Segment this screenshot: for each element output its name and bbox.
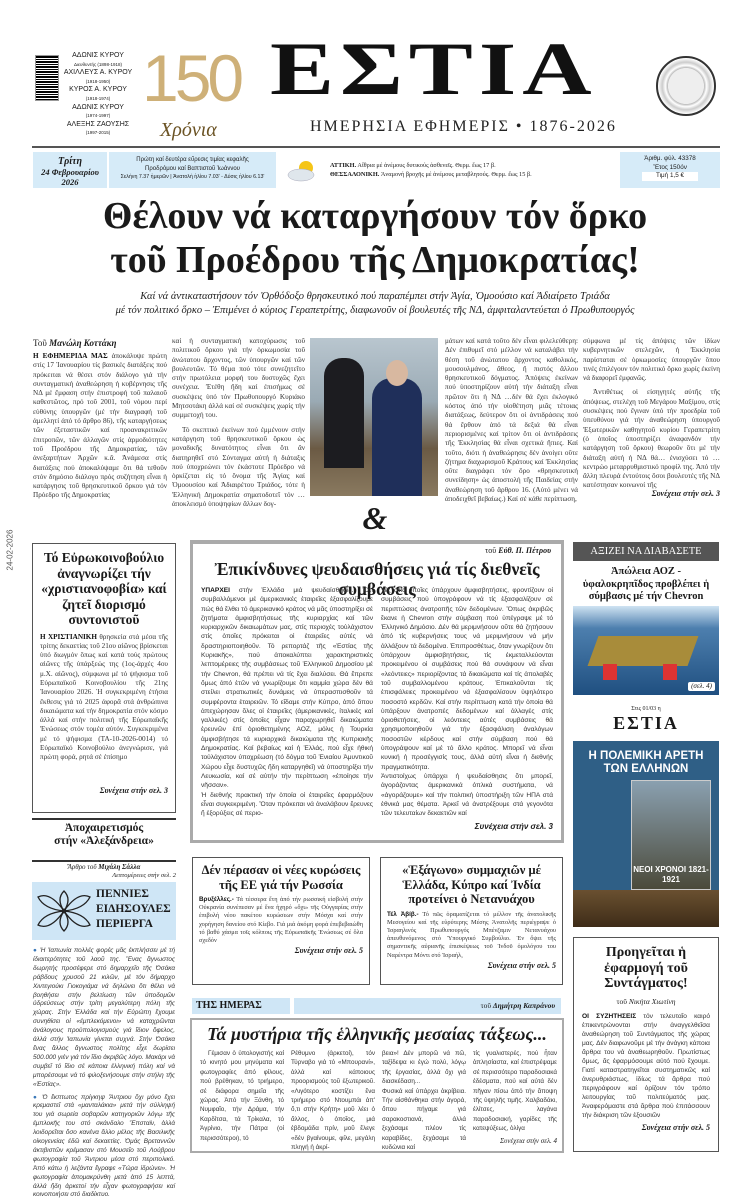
issue-year: Ἔτος 150όν <box>653 163 687 171</box>
constitution-headline: Προηγεῖται ἡ ἐφαρμογή τοῦ Συντάγματος! <box>604 945 688 991</box>
weather-box <box>278 152 616 188</box>
continued-link[interactable]: Συνέχεια στήν σελ. 5 <box>641 1122 710 1132</box>
farewell-byline: Ἄρθρο τοῦ Μιχάλη Σάλλα <box>67 863 141 871</box>
constitution-box: Προηγεῖται ἡ ἐφαρμογή τοῦ Συντάγματος! τοῦ Νικήτα Χιωτίνη ΟΙ ΣΥΖΗΤΗΣΕΙΣ τόν τελευταῖο καιρό ἐπικεντρώνονται στήν ἀναγγελθεῖσα ἀναθεώρηση τοῦ Συντάγματος τῆς χώρας μας. Δέν διαφωνοῦμε μέ τήν ἀνάγκη κάποια ἄρθρα του νά ἀναθεωρηθοῦν. Πρωτίστως ὅμως, ἄς ἐφαρμόσουμε αὐτό πού ἔχουμε. Γιατί καταστρατηγεῖται συστηματικῶς καί ἀνερυθριάστως, ἰδίως τά ἄρθρα πού περιγράφουν καί ὁρίζουν τόν τρόπο λειτουργίας τοῦ πολιτεύματός μας. Ἀναφερόμαστε στά ἄρθρα πού ἐπιτάσσουν τήν διάκριση τῶν ἐξουσιῶν Συνέχεια στήν σελ. 5 <box>573 937 719 1152</box>
sun-moon: Σελήνη 7.37 ἡμερῶν | Ἀνατολή ἡλίου 7.03' - Δύσις ἡλίου 6.13' <box>120 174 265 180</box>
masthead-rule <box>32 146 720 148</box>
column-day-col: τίς γυαλιστερές, πού ἦταν ἀπλησίαστα, καί ἐπιστρέψαμε σέ περισσότερο παραδοσιακά ἐδέσματα, πού καί αὐτά δέν πῆγαν πίσω ἀπό τήν ἄποψη τῆς ὑψηλῆς τιμῆς. Χαλβαδάκι, ἐλίτσες, λαγάνα παραδοσιακή, γαρίδες τῆς κατεψύξεως, ὀλίγα <box>473 1050 557 1133</box>
farewell-headline: Ἀποχαιρετισμός στήν «Ἀλεξάνδρεια» <box>54 822 154 847</box>
article-text: ἀποκάλυψε πρώτη στίς 17 Ἰανουαρίου τίς βασικές διατάξεις πού πρόκειται νά θέσει στόν διάλογο γιά τήν συνταγματική ἀναθεώρηση ἡ κυβέρνησις τῆς ΝΔ μέ ἔμφαση στήν ἐπιστροφή τοῦ παλαιοῦ καθεστῶτος, πρό τοῦ 2001, τοῦ νόμου περί εὐθύνης ὑπουργῶν (μέ τήν διαγραφή τοῦ ἀμελλητί ἀπό τό ἄρθρο 86), τῆς καταργήσεως τῶν ἐξεταστικῶν καί προανακριτικῶν ἐπιτροπῶν, τῶν ἀλλαγῶν στίς ἁρμοδιότητες τοῦ Προέδρου τῆς Δημοκρατίας, τῶν ἀνεξαρτήτων Ἀρχῶν κ.ἄ. Ἀνάμεσα στίς διατάξεις πού ἀποκαλύψαμε ὅτι θά τεθοῦν στόν δημόσιο διάλογο πρός συζήτηση εἶναι ἡ κατάργησις τοῦ θρησκευτικοῦ ὅρκου γιά τόν Πρόεδρο τῆς Δημοκρατίας <box>33 352 167 500</box>
date: 24 Φεβρουαρίου 2026 <box>41 167 99 187</box>
hexagon-headline: «Ἑξάγωνο» συμμαχιῶν μέ Ἑλλάδα, Κύπρο καί Ἰνδία προτείνει ὁ Νετανυάχου <box>402 863 541 906</box>
column-day-box <box>190 1018 564 1153</box>
russia-box: Δέν πέρασαν οἱ νέες κυρώσεις τῆς ΕΕ γιά τήν Ρωσσία Βρυξέλλες.- Τά τέσσερα ἔτη ἀπό τήν ρωσσική εἰσβολή στήν Οὐκρανία συνέπεσαν μέ ἕνα ἠχηρό «ὄχι» τῆς Οὐγγαρίας στήν ἐπιβολή νέου πακέτου κυρώσεων στήν Μόσχα καί στήν χορήγηση δανείου στό Κίεβο. Γιά μιά ἀκόμη φορά ἐπεβεβαιώθη τό βαθύ χάσμα τοῖς κόλποις τῆς Εὐρωπαϊκῆς Ἑνώσεως σέ ὅλα σχεδόν Συνέχεια στήν σελ. 5 <box>192 857 370 985</box>
continued-link[interactable]: Συνέχεια στήν σελ. 3 <box>99 785 168 795</box>
barcode <box>35 55 59 101</box>
continued-link[interactable]: Συνέχεια στήν σελ. 3 <box>651 489 720 498</box>
ornament-flower-icon <box>36 889 92 938</box>
founder-years: (1974-1997) <box>85 113 111 119</box>
column-day-col: Γέμισαν ὁ ὑπολογιστής καί τό κινητό μου μηνύματα καί φωτογραφίες ἀπό φίλους, πού βρέθηκαν, τό τριήμερο, σέ διάφορα σημεῖα τῆς χώρας. Ἀπό τήν Ξάνθη, τό Νυμφαῖο, τήν Δράμα, τήν Καρδίτσα, τά Τρίκαλα, τό Ἀγρίνιο, τήν Πάτρα (οἱ περισσότεροι), τό <box>200 1050 284 1142</box>
byline-prefix: Τοῦ <box>33 338 47 348</box>
column-day-byline-bar: τοῦ Δημήτρη Καπράνου <box>294 998 561 1014</box>
russia-headline: Δέν πέρασαν οἱ νέες κυρώσεις τῆς ΕΕ γιά τήν Ρωσσία <box>201 863 361 892</box>
founder-name: ΑΧΙΛΛΕΥΣ Α. ΚΥΡΟΥ <box>63 69 133 77</box>
founder-years: Διευθυντής (1898-1918) <box>74 61 122 67</box>
book-ad-title: ΤΩΝ ΕΛΛΗΝΩΝ <box>603 763 689 775</box>
lead-byline <box>33 337 116 349</box>
continued-link[interactable]: Συνέχεια στήν σελ. 3 <box>474 822 553 831</box>
headline-line: Θέλουν νά καταργήσουν τόν ὅρκο <box>102 195 648 237</box>
feast-line: Προδρόμου καί Βαπτιστοῦ Ἰωάννου <box>145 165 240 172</box>
article-text: καί ἡ συνταγματική κατοχύρωσις τοῦ πολιτικοῦ ὅρκου γιά τήν ὁρκωμοσία τοῦ ἀνώτατου ἄρχοντος, τῶν ὑπουργῶν καί τῶν βουλευτῶν. Τό θέμα πού τότε συνεζητεῖτο στήν πρωτόλεια μορφή του δυστυχῶς ἔχει συνέχεια. Ἐτέθη ἤδη καί ἐπισήμως σέ συσκέψεις ὑπό τόν Πρωθυπουργό Κυριάκο Μητσοτάκη ἀλλά καί σέ συσκέψεις χωρίς τήν συμμετοχή του. <box>172 337 305 420</box>
founder-name: ΚΥΡΟΣ Α. ΚΥΡΟΥ <box>69 86 127 94</box>
oil-platform-image <box>573 606 719 695</box>
day: Τρίτη <box>58 156 82 167</box>
read-ad-banner: ΑΞΙΖΕΙ ΝΑ ΔΙΑΒΑΣΕΤΕ <box>573 542 719 561</box>
issue-box <box>620 152 720 188</box>
books-shelf-image <box>573 890 719 927</box>
continued-link[interactable]: Συνέχεια στήν σελ. 5 <box>487 960 556 970</box>
weather-label: ΘΕΣΣΑΛΟΝΙΚΗ. <box>330 171 380 178</box>
pennies-title: ΠΕΝΝΙΕΣ <box>96 888 149 900</box>
founder-years: (1918-1974) <box>85 95 111 101</box>
lead-in: Η ΕΦΗΜΕΡΙΔΑ ΜΑΣ <box>33 352 108 360</box>
lead-column-2 <box>172 337 305 509</box>
seal-logo <box>656 56 716 116</box>
column-day-col: Ρέθυμνο (ἀρκετοί), τόν Τύρναβο γιά τό «Μπουρανί», ἀλλά καί κάποιους προορισμούς τοῦ ἐξωτερικοῦ. «Λιγότερο κοστίζει ἕνα τριήμερο στό Ντουμπάι ἀπ' ὅ,τι στήν Κρήτη» μοῦ λέει ὁ ἄλλος, ὁ ὁποῖος, μιά ἑβδομάδα πρίν, μοῦ ἔλεγε «δέν βγαίνουμε, φίλε, μεγάλη πληγή ἡ ἀκρί- <box>291 1050 375 1152</box>
book-ad-brand: ΕΣΤΙΑ <box>613 713 679 733</box>
weather-label: ΑΤΤΙΚΗ. <box>330 162 357 169</box>
book-ad-top: Στις 01/03 η <box>631 706 661 712</box>
founder-years: (1918-1950) <box>85 78 111 84</box>
founder-name: ΑΔΩΝΙΣ ΚΥΡΟΥ <box>72 52 124 59</box>
deck-line: Καί νά ἀντικαταστήσουν τόν Ὀρθόδοξο θρησκευτικό πού παραπέμπει στήν Ἁγία, Ὁμοούσιο καί Ἀδιαίρετο Τριάδα <box>140 291 610 302</box>
headline-line: τοῦ Προέδρου τῆς Δημοκρατίας! <box>110 239 640 281</box>
continued-link[interactable]: Συνέχεια στήν σελ. 4 <box>500 1137 557 1145</box>
page-tag: (σελ. 4) <box>688 682 715 691</box>
ampersand-divider: & <box>362 500 388 536</box>
pennies-items <box>33 947 175 1199</box>
byline-author: Μανώλη Κοττάκη <box>49 338 117 348</box>
pennies-header <box>32 882 176 940</box>
read-ad-headline: Ἀπώλεια ΑΟΖ - ὑφαλοκρηπῖδος προβλέπει ἡ σύμβασις μέ τήν Chevron <box>573 561 719 606</box>
section-label: ΤΗΣ ΗΜΕΡΑΣ <box>192 998 290 1014</box>
euro-box <box>32 543 176 813</box>
founder-years: (1997-2015) <box>85 130 111 136</box>
farewell-box <box>32 818 176 862</box>
pennies-title: ΕΙΔΗΣΟΥΛΕΣ <box>96 903 171 915</box>
lead-deck <box>0 290 750 318</box>
continued-link[interactable]: Συνέχεια στήν σελ. 5 <box>294 946 363 955</box>
book-ad-title: Η ΠΟΛΕΜΙΚΗ ΑΡΕΤΗ <box>588 750 704 762</box>
price: Τιμή 1,5 € <box>642 172 698 181</box>
article-text: Τό σκεπτικό ἐκείνων πού ἐμμένουν στήν κατάργηση τοῦ θρησκευτικοῦ ὅρκου ὡς μοναδικῆς δυνατότητος εἶναι ὅτι ἄν διατηρηθεῖ στό Σύνταγμα αὐτή ἡ διάταξις πού ὑποχρεώνει τόν ἑκάστοτε Πρόεδρο νά ὁρκίζεται εἰς τό ὄνομα τῆς Ἁγίας καί Ὁμοουσίου καί Ἀδιαιρέτου Τριάδος, τότε ἡ Ἑλληνική Δημοκρατία σηματοδοτεῖ τόν …ἀποκλεισμό ὑποψηφίων ἄλλων δογ- <box>172 425 305 509</box>
side-date: 24-02-2026 <box>5 529 15 571</box>
lead-column-1 <box>33 352 167 500</box>
weather-thessaloniki: Ἀναμονή βροχῆς μέ ἀνέμους μεταβλητούς. Θερμ. ἕως 15 β. <box>380 171 532 178</box>
date-box <box>33 152 107 188</box>
issue-number: Ἀριθμ. φύλ. 43378 <box>644 155 696 162</box>
lead-headline <box>0 194 750 282</box>
lead-in: Η ΧΡΙΣΤΙΑΝΙΚΗ <box>40 632 97 641</box>
feast-box <box>109 152 276 188</box>
article-text: θρησκεία στά μέσα τῆς τρίτης δεκαετίας τοῦ 21ου αἰῶνος βρίσκεται ὑπό διωγμόν ὅπως καί κατά τούς πρώτους αἰῶνες τῆς ὑπάρξεώς της (1ος-ἀρχές 4ου μ.Χ. αἰῶνος), σύμφωνα μέ τό ψήφισμα τοῦ Εὐρωπαϊκοῦ Κοινοβουλίου τῆς 21ης Ἰανουαρίου 2026. Ἡ συγκεκριμένη ἐτήσια ἔκθεσις γιά τό 2025 ἀφορᾶ στά ἀνθρώπινα δικαιώματα καί τήν δημοκρατία στόν κόσμο ἀλλά καί στήν πολιτική τῆς Εὐρωπαϊκῆς Ἑνώσεως στόν τομέα αὐτόν. Συγκεκριμένα μέ τό ψήφισμα (TA-10-2026-0014) τό Εὐρωπαϊκό Κοινοβούλιο ἀνεγνώρισε, γιά πρώτη φορά, ρητά σέ ἐπίσημο <box>40 632 168 762</box>
masthead-title: ΕΣΤΙΑ <box>270 26 598 111</box>
feast-line: Πρώτη καί δευτέρα εὕρεσις τιμίας κεφαλῆς <box>136 157 249 163</box>
founder-name: ΑΛΕΞΗΣ ΖΑΟΥΣΗΣ <box>66 120 130 128</box>
list-item: ● Ἡ Ἰαπωνία πολλές φορές μᾶς ἐκπλήσσει μέ τή ἰδιαιτερότητες τοῦ λαοῦ της. Ἕνας ἄγνωστος δωρητής προσέφερε στό δημαρχεῖο τῆς Ὀσάκα ράβδους χρυσοῦ 21 κιλῶν, μέ τόν δήμαρχο Χιντεγιούκι Γιοκογιάμα νά δηλώνει ὅτι θέλει νά βοηθήσει στήν βελτίωση τῶν ὑποδομῶν ὑδρεύσεως στήν τρίτη μεγαλύτερη πόλη τῆς χώρας. Στήν Ἑλλάδα καί τήν Εὐρώπη ἔχουμε συνηθίσει οἱ «ἐμπλεκόμενοι» νά καταχρῶνται ἀνάλογους προϋπολογισμούς γιά ἴδιον ὄφελος, ἀλλά στήν Ἰαπωνία γίνεται συχνά. Στήν Ὀσάκα ἕνας ἄλλος ἄγνωστος πολίτης εἶχε δωρίσει 500.000 γιέν γιά τόν ἴδιο ἀκριβῶς λόγο. Μακάρι νά συμβεῖ τό ἴδιο σέ κάποια ἑλληνική πόλη καί νά μπορέσουμε νά τό φιλοξενήσουμε στήν στήλη τῆς «Ἑστίας». <box>33 947 175 1088</box>
founders-list <box>58 52 138 138</box>
article-text: Ἀντιθέτως οἱ εἰσηγητές αὐτῆς τῆς ἀπόψεως, στελέχη τοῦ Μεγάρου Μαξίμου, στίς συσκέψεις πού ἔγιναν ὑπό τήν προεδρία τοῦ ὑπευθύνου γιά τήν ἀναθεώρηση ὑπουργοῦ Ἐξωτερικῶν καθηγητοῦ κυρίου Γεραπετρίτη (ὁ ὁποῖος ὑποστηρίζει ἀναφανδόν τήν κατάργηση τοῦ ὅρκου) θεωροῦν ὅτι μέ τήν διάταξη αὐτή ἡ ΝΔ θά… ἐνισχύσει τό …κεντρώο μεταρρυθμιστικό προφίλ της. Ἀπό τήν ἄλλη πλευρά ἐντούτοις ὅσοι βουλευτές τῆς ΝΔ κατέστησαν κοινωνοί τῆς <box>583 388 720 490</box>
read-ad[interactable] <box>573 542 719 695</box>
hexagon-box: «Ἑξάγωνο» συμμαχιῶν μέ Ἑλλάδα, Κύπρο καί Ἰνδία προτείνει ὁ Νετανυάχου Τέλ Ἀβίβ.- Τό πῶς ὁραματίζεται τό μέλλον τῆς ἀνατολικῆς Μεσογείου καί τῆς εὐρύτερης Μέσης Ἀνατολῆς περιέγραψε ὁ Ἰσραηλινός Πρωθυπουργός Μπένζαμιν Νετανυάχου ἀπευθυνόμενος στό Ὑπουργικό Συμβούλιο. Ἐν ὄψει τῆς σημαντικῆς αὐριανῆς ἐπισκέψεως τοῦ Ἰνδοῦ ὁμολόγου του Ναρέντρα Μόντι στό Ἰσραήλ, Συνέχεια στήν σελ. 5 <box>380 857 563 985</box>
sun-cloud-icon <box>286 158 320 182</box>
center-byline: τοῦ Εὐθ. Π. Πέτρου <box>485 546 551 555</box>
deck-line: μέ τόν πολιτικό ὅρκο – Ἐπιμένει ὁ κύριος Γεραπετρίτης, διαφωνοῦν οἱ βουλευτές τῆς ΝΔ, ἀμφιταλαντεύεται ὁ Πρωθυπουργός <box>115 305 635 316</box>
constitution-byline: τοῦ Νικήτα Χιωτίνη <box>616 996 676 1006</box>
center-column-2: χές στίς ὁποῖες ὑπάρχουν ἀμφισβητήσεις, φροντίζουν οἱ συμβάσεις πού ὑπογράφουν νά τίς ἐξασφαλίζουν σέ περιπτώσεις ἀνατροπῆς τῶν δεδομένων. Ὅπως ἀκριβῶς ἔκανε ἡ Chevron στήν σύμβαση πού ὑπέγραψε μέ τό Ἑλληνικό Δημόσιο. Δέν θά μεριμνήσουν οὔτε θά ζητήσουν ἀπό τίς κυβερνήσεις τους νά μεριμνήσουν νά μήν ἀλλάξουν τά δεδομένα. Ἐπιπροσθέτως, ὅταν γνωρίζουν ὅτι ὑπάρχουν ἀμφισβητήσεις, τίς ἐκμεταλλεύονται προκειμένου οἱ συμβάσεις πού θά συνάψουν νά εἶναι «λεόντειες» περιορίζοντας τά δικαιώματα καί τίς ἀπολαβές τοῦ συμβαλλομένου κράτους. Ἐπικαλοῦνται τίς ἐπισφάλειες προκειμένου νά ἐξασφαλίσουν ὑψηλότερο ποσοστό κερδῶν. Καί στήν περίπτωση κατά τήν ὁποία θά ὑπάρξουν ἀνατροπές δεδομένων καί ἀλλαγές στίς ὁριοθετήσεις, οἱ λεόντειες αὐτές συμβάσεις θά χρησιμοποιηθοῦν γιά τήν ἐξασφάλιση ἀναλόγων ποσοστῶν κέρδους καί στήν σύμβαση πού θά ὑπογράψουν καί μέ τό ἄλλο κράτος. Μπορεῖ νά εἶναι κυνική ἡ προσέγγισίς τους, ἀλλά αὐτή εἶναι ἡ διεθνής πραγματικότητα. Ἀντιστοίχως ὑπάρχει ἡ ψευδαίσθησις ὅτι μπορεῖ, ἀγοράζοντας ἀμερικανικά ὁπλικά συστήματα, νά «ἀγοράζουμε» καί τήν πολιτική ὑποστήριξη τῶν ΗΠΑ στά ἐθνικά μας θέματα. Ἀρκεῖ νά ἀνατρέξουμε στά γεγονότα τῶν τελευταίων δεκαετιῶν καί <box>381 587 553 818</box>
farewell-details[interactable]: Λεπτομέρειες στήν σελ. 2 <box>112 872 176 879</box>
pennies-title: ΠΕΡΙΕΡΓΑ <box>96 918 153 930</box>
lead-photo <box>310 338 438 496</box>
column-day-col: βεια»! Δέν μπορῶ νά πῶ, ταξίδεψα κι ἐγώ πολύ, λόγῳ τῆς ἐργασίας, ἀλλά ὄχι γιά διασκέδαση... Φυσικά καί ὑπάρχει ἀκρίβεια. Τήν αἰσθάνθηκα στήν ἀγορά, ὅπου πήγαμε γιά σαρακοστιανά, ἀλλά ξεχάσαμε πλέον τίς καραβίδες, ξεχάσαμε τά κυδώνια καί <box>382 1050 466 1152</box>
book-cover-text: ΝΕΟΙ ΧΡΟΝΟΙ 1821-1921 <box>633 865 709 884</box>
center-headline: Ἐπικίνδυνες ψευδαισθήσεις γιά τίς διεθνεῖς συμβάσεις <box>214 559 540 599</box>
weather-attiki: Αἴθρια μέ ἀνέμους δυτικούς ἀσθενεῖς. Θερμ. ἕως 17 β. <box>357 162 496 169</box>
lead-column-3: μάτων καί κατά τοῦτο δέν εἶναι φιλελεύθερη: Δέν ἐπιθυμεῖ στό μέλλον νά καταλάβει τήν θέση τοῦ ἀνώτατου ἄρχοντος καθολικός, μουσουλμάνος, ἄθεος, ἤ πιστός ἄλλου θρησκευτικοῦ δόγματος. Ἀπόψεις ἐκείνων πού ὑποστηρίζουν αὐτή τήν διάταξη εἶναι πρῶτον ὅτι ἡ ΝΔ …δέν θά ἔχει ἐκλογικό κόστος ἀπό τήν υἱοθέτηση μιᾶς τέτοιας διατάξεως, δεύτερον ὅτι οἱ ἀντιδράσεις πού θά ἔρθουν ἀπό τά δεξιά θά εἶναι περιορισμένες καί τρίτον ὅτι οἱ ἀντιδράσεις τῆς Ἐκκλησίας θά εἶναι σχετικά ἤπιες. Καί τοῦτο, διότι ἡ ἀναθεώρησις δέν ἀνοίγει οὔτε ζήτημα διαχωρισμοῦ Κράτους καί Ἐκκλησίας οὔτε διαγράφει τόν ὅρο «θρησκευτική συνείδηση» ὡς ἀποστολή τῆς Παιδείας στήν ἀναθεώρηση τοῦ ἄρθρου 16. (Αὐτό μένει νά ἀποδειχθεῖ βεβαίως.) Καί σέ κάθε περίπτωση, <box>445 337 578 504</box>
founder-name: ΑΔΩΝΙΣ ΚΥΡΟΥ <box>72 103 124 111</box>
center-article <box>190 540 564 843</box>
article-text: σύμφωνα μέ τίς ἀπόψεις τῶν ἰδίων κυβερνητικῶν στελεχῶν, ἡ Ἐκκλησία παρίσταται σέ ὁρκωμοσίες ὑπουργῶν ὅπου τινές ἐπιλέγουν τόν πολιτικό ὅρκο χωρίς ἐκείνη νά διαφορεῖ ἐμφανῶς. <box>583 337 720 383</box>
euro-headline: Τό Εὐρωκοινοβούλιο ἀναγνωρίζει τήν «χριστιανοφοβία» καί ζητεῖ διορισμό συντονιστοῦ <box>41 550 167 627</box>
masthead-subtitle: ΗΜΕΡΗΣΙΑ ΕΦΗΜΕΡΙΣ • 1876-2026 <box>310 118 617 135</box>
anniversary-number: 150 <box>142 41 241 115</box>
column-day-headline: Τά μυστήρια τῆς ἑλληνικῆς μεσαίας τάξεως... <box>207 1024 547 1044</box>
list-item: ● Ὁ ἔκπτωτος πρίγκηψ Ἄντριου ὄχι μόνο ἔχει κρεμαστεῖ στά «μανταλάκια» μετά τήν σύλληψή του γιά σωρεία σοβαρῶν κατηγοριῶν λόγῳ τῆς ἐμπλοκῆς του στό σκάνδαλο Ἔπσταϊν, ἀλλά λοιδορεῖται ὅσο κανένα ἄλλο μέλος τῆς Βασιλικῆς οἰκογενείας ἐδῶ καί δεκαετίες. Ὁμάς Βρεταννῶν ἀκτιβιστῶν κρέμασαν στό Μουσεῖο τοῦ Λούβρου φωτογραφία τοῦ Ἄντριου μέσα στό περιπολικό. Ἀπό κάτω ἡ λεζάντα ἔγραφε «Τώρα ἱδρώνει». Ἡ φωτογραφία ἀπομακρύνθη μετά ἀπό 15 λεπτά, ἀλλά ἤδη ἀρκετοί τήν εἶχαν φωτογραφήσει καί κοινοποιήσει στό διαδίκτυο. <box>33 1093 175 1199</box>
lead-column-4 <box>583 337 720 490</box>
center-column-1: ΥΠΑΡΧΕΙ στήν Ἑλλάδα μιά ψευδαίσθησις. Ὅτι συμβαλλόμενοι μέ ἀμερικανικές ἑταιρεῖες ἐξασφαλίζουμε πώς θά ἔλθει τό ἀμερικανικό κράτος νά μᾶς ὑποστηρίξει σέ ζητήματα ἀμφισβητήσεως τῆς κυριαρχίας καί τῶν κυριαρχικῶν δικαιωμάτων μας, στίς περιοχές τοὐλάχιστον στίς ὁποῖες πρόκειται οἱ ἑταιρεῖες αὐτές νά δραστηριοποιηθοῦν. Τό ρεπορτάζ τῆς «Ἑστίας τῆς Κυριακῆς», πού ἀποκαλύπτει χαρακτηριστικές λεπτομέρειες τῆς συμβάσεως τοῦ Ἑλληνικοῦ Δημοσίου μέ τήν Chevron, θά πρέπει νά τίς ἔχει διαλύσει. Θά ἔπρεπε ὅμως ἀπό ἐτῶν νά γνωρίζουμε ὅτι καμμία χώρα δέν θά στείλει στρατιωτικές δυνάμεις νά ὑπερασπισθοῦν τά συμφέροντα ἑταιρειῶν. Τό εἴδαμε στήν Κύπρο, ἀπό ὅπου ἀπεχώρησαν ὅλες οἱ ἑταιρεῖες (ἀμερικανικές, ἰταλικές καί γαλλικές) στίς ὁποῖες εἶχαν παραχωρηθεῖ δικαιώματα ἐρευνῶν ἐπί ὁριοθετημένης ΑΟΖ, μόλις ἡ Τουρκία ἀμφισβήτησε τά κυριαρχικά δικαιώματα τῆς Κυπριακῆς Δημοκρατίας. Καί βεβαίως καί ἡ Ἑλλάς, πού εἶχε ἠθική τοὐλάχιστον ὑποχρέωση (τό δόγμα τοῦ Ἑνιαίου Ἀμυντικοῦ Χώρου εἶχε δυστυχῶς ἤδη καταργηθεῖ) νά ὑποστηρίξει τήν Λευκωσία, καί σέ αὐτήν τήν περίπτωση «ἐποίησε τήν νῆσσαν». Ἡ διεθνής πρακτική τήν ὁποία οἱ ἑταιρεῖες ἐφαρμόζουν εἶναι συγκεκριμένη. Ὅταν πρόκειται νά ἀναλάβουν ἔρευνες ἤ ἐξορύξεις σέ περιο- <box>201 587 373 818</box>
book-ad[interactable] <box>573 705 719 927</box>
anniversary-word: Χρόνια <box>160 119 217 141</box>
